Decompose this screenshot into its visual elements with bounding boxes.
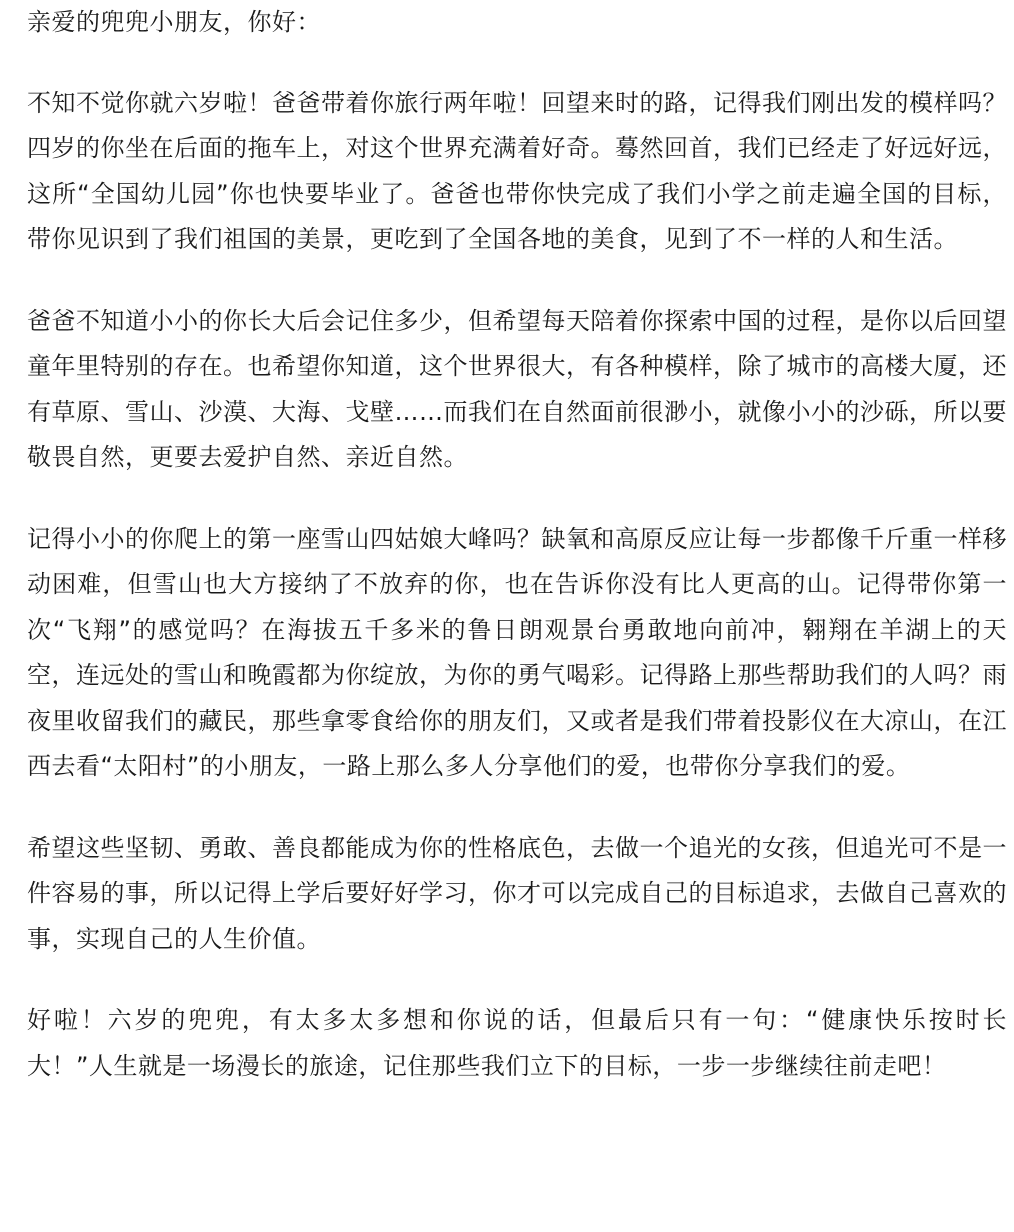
letter-paragraph-3: 记得小小的你爬上的第一座雪山四姑娘大峰吗？缺氧和高原反应让每一步都像千斤重一样移动困难，但雪山也大方接纳了不放弃的你，也在告诉你没有比人更高的山。记得带你第一次“飞翔”的感觉吗？在海拔五千多米的鲁日朗观景台勇敢地向前冲，翱翔在羊湖上的天空，连远处的雪山和晚霞都为你绽放，为你的勇气喝彩。记得路上那些帮助我们的人吗？雨夜里收留我们的藏民，那些拿零食给你的朋友们，又或者是我们带着投影仪在大凉山，在江西去看“太阳村”的小朋友，一路上那么多人分享他们的爱，也带你分享我们的爱。	[27, 524, 1007, 780]
letter-paragraph-4: 希望这些坚韧、勇敢、善良都能成为你的性格底色，去做一个追光的女孩，但追光可不是一件容易的事，所以记得上学后要好好学习，你才可以完成自己的目标追求，去做自己喜欢的事，实现自己的人生价值。	[27, 833, 1007, 953]
letter-paragraph-1: 不知不觉你就六岁啦！爸爸带着你旅行两年啦！回望来时的路，记得我们刚出发的模样吗？四岁的你坐在后面的拖车上，对这个世界充满着好奇。蓦然回首，我们已经走了好远好远，这所“全国幼儿园”你也快要毕业了。爸爸也带你快完成了我们小学之前走遍全国的目标，带你见识到了我们祖国的美景，更吃到了全国各地的美食，见到了不一样的人和生活。	[27, 88, 1007, 253]
letter-greeting: 亲爱的兜兜小朋友，你好：	[27, 8, 321, 36]
letter-paragraph-2: 爸爸不知道小小的你长大后会记住多少，但希望每天陪着你探索中国的过程，是你以后回望童年里特别的存在。也希望你知道，这个世界很大，有各种模样，除了城市的高楼大厦，还有草原、雪山、沙漠、大海、戈壁……而我们在自然面前很渺小，就像小小的沙砾，所以要敬畏自然，更要去爱护自然、亲近自然。	[27, 306, 1007, 471]
letter-paragraph-5: 好啦！六岁的兜兜，有太多太多想和你说的话，但最后只有一句：“健康快乐按时长大！”人生就是一场漫长的旅途，记住那些我们立下的目标，一步一步继续往前走吧！	[27, 1006, 1007, 1080]
letter-body	[27, 0, 1007, 1089]
